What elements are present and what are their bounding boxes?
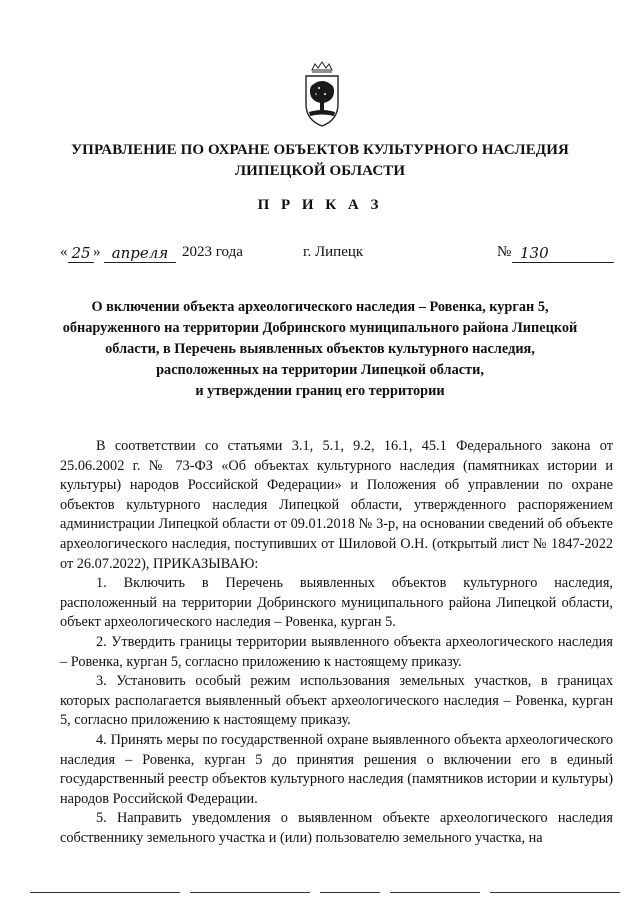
title-line3: области, в Перечень выявленных объектов культурного наследия, xyxy=(105,341,535,357)
document-body xyxy=(60,437,613,848)
title-line5: и утверждении границ его территории xyxy=(195,383,445,399)
dateline xyxy=(0,244,640,268)
preamble-paragraph: В соответствии со статьями 3.1, 5.1, 9.2, 16.1, 45.1 Федерального закона от 25.06.2002 г. № 73-ФЗ «Об объектах культурного наследия (памятниках истории и культуры) народов Российской Федерации» и Положения об управлении по охране объектов культурного наследия Липецкой области, утвержденного распоряжением администрации Липецкой области от 09.01.2018 № 3-р, на основании сведений об объекте археологического наследия, поступивших от Шиловой О.Н. (открытый лист № 1847-2022 от 26.07.2022), ПРИКАЗЫВАЮ: xyxy=(60,438,613,572)
order-item-4: 4. Принять меры по государственной охране выявленного объекта археологического наследия – Ровенка, курган 5 до принятия решения о включении его в единый государственный реестр объектов культурного наследия (памятников истории и культуры) народов Российской Федерации. xyxy=(60,731,613,807)
date-quote-close: » xyxy=(93,244,101,260)
date-day: 25 xyxy=(68,244,94,263)
document-title xyxy=(40,297,600,402)
organization-name-line1: УПРАВЛЕНИЕ ПО ОХРАНЕ ОБЪЕКТОВ КУЛЬТУРНОГО НАСЛЕДИЯ xyxy=(71,142,569,158)
date-quote-open: « xyxy=(60,244,68,260)
order-item-3: 3. Установить особый режим использования земельных участков, в границах которых располагается выявленный объект археологического наследия – Ровенка, курган 5, согласно приложению к настоящему приказу. xyxy=(60,673,613,729)
title-line2: обнаруженного на территории Добринского муниципального района Липецкой xyxy=(62,320,578,336)
city: г. Липецк xyxy=(303,244,364,260)
document-number: 130 xyxy=(512,244,614,263)
date-month: апреля xyxy=(104,244,176,263)
organization-name-line2: ЛИПЕЦКОЙ ОБЛАСТИ xyxy=(234,163,406,179)
document-type: П Р И К А З xyxy=(257,197,383,213)
coat-of-arms-icon xyxy=(298,60,346,128)
title-line4: расположенных на территории Липецкой области, xyxy=(156,362,484,378)
organization-name xyxy=(0,140,640,182)
title-line1: О включении объекта археологического наследия – Ровенка, курган 5, xyxy=(91,299,549,315)
date-year: 2023 года xyxy=(182,244,243,260)
bottom-edge-lines xyxy=(30,892,620,896)
order-item-2: 2. Утвердить границы территории выявленного объекта археологического наследия – Ровенка, курган 5, согласно приложению к настоящему приказу. xyxy=(60,633,613,670)
order-item-1: 1. Включить в Перечень выявленных объектов культурного наследия, расположенный на территории Добринского муниципального района Липецкой области, объект археологического наследия – Ровенка, курган 5. xyxy=(60,575,613,631)
order-item-5: 5. Направить уведомления о выявленном объекте археологического наследия собственнику земельного участка и (или) пользователю земельного участка, на xyxy=(60,810,613,846)
number-sign: № xyxy=(497,244,512,260)
